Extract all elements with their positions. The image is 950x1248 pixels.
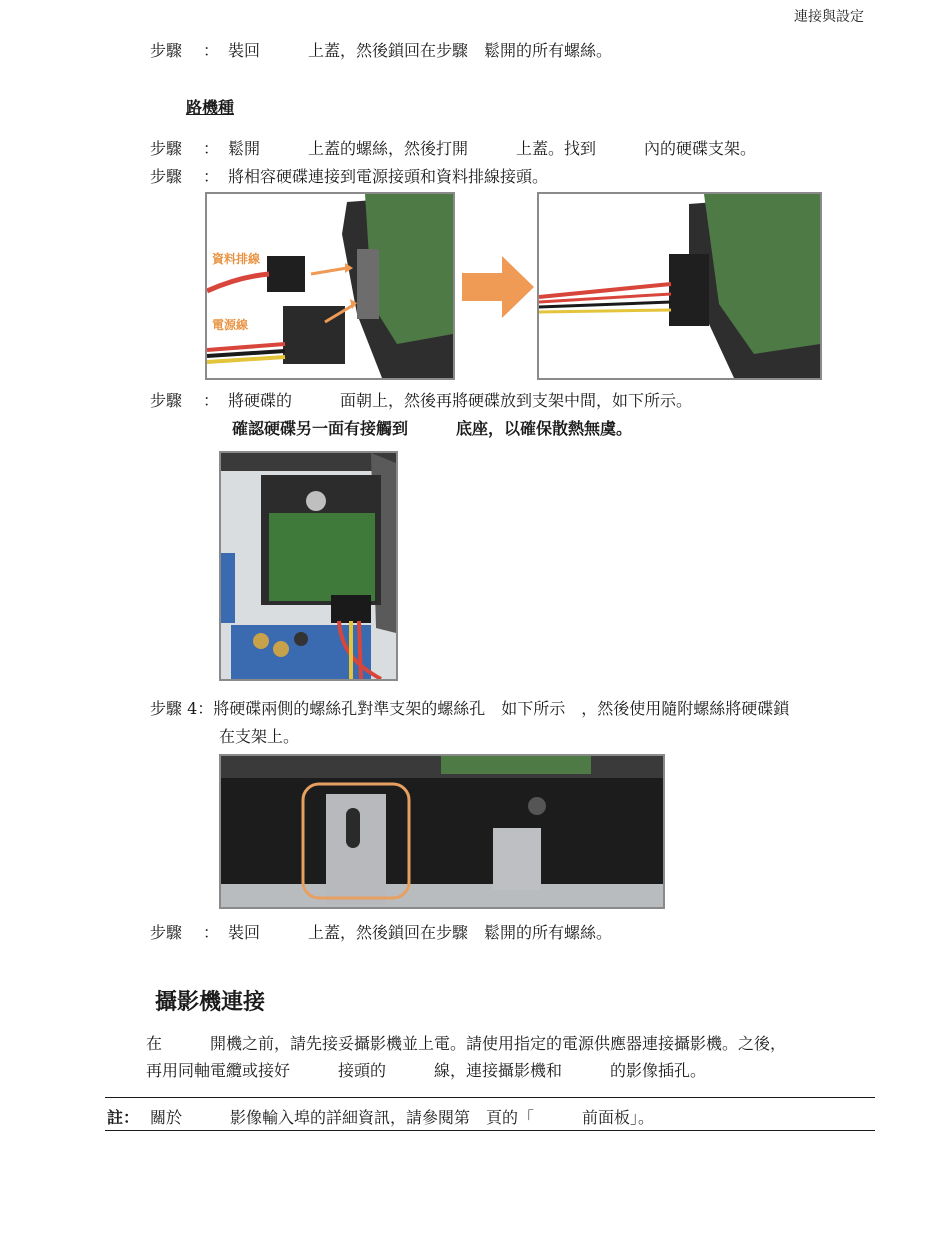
step-colon: ：	[203, 391, 220, 410]
photo-hdd-in-bracket	[219, 451, 398, 681]
section-title: 路機種	[186, 98, 235, 117]
section-heading: 攝影機連接	[155, 990, 266, 1015]
step-label: 步驟	[150, 41, 183, 60]
step-text: 將相容硬碟連接到電源接頭和資料排線接頭。	[228, 167, 549, 186]
photo-hdd-in-bracket-drawing	[221, 453, 396, 679]
step-line-1	[150, 38, 182, 61]
step-colon: ：	[203, 41, 220, 60]
step-text: 裝回 上蓋，然後鎖回在步驟 鬆開的所有螺絲。	[228, 41, 613, 60]
note-rule-top	[105, 1097, 875, 1098]
step-colon: ：	[203, 923, 220, 942]
step-colon: ：	[203, 167, 220, 186]
photo-cables-plugged-drawing	[539, 194, 820, 378]
photo-cables-unplugged	[205, 192, 455, 380]
paragraph-line-2: 再用同軸電纜或接好 接頭的 線，連接攝影機和 的影像插孔。	[146, 1061, 707, 1080]
step-label: 步驟	[150, 923, 183, 942]
step-text-continued: 在支架上。	[219, 727, 300, 746]
bold-notice: 確認硬碟另一面有接觸到 底座，以確保散熱無虞。	[232, 419, 633, 438]
step-label: 步驟	[150, 167, 183, 186]
paragraph-line-1: 在 開機之前，請先接妥攝影機並上電。請使用指定的電源供應器連接攝影機。之後，	[146, 1034, 787, 1053]
note-text: 關於 影像輸入埠的詳細資訊，請參閱第 頁的「 前面板」。	[150, 1108, 655, 1127]
step-colon: ：	[203, 139, 220, 158]
arrow-right-icon	[462, 256, 534, 318]
photo-screw-alignment-drawing	[221, 756, 663, 907]
note-rule-bottom	[105, 1130, 875, 1131]
step-text: 鬆開 上蓋的螺絲，然後打開 上蓋。找到 內的硬碟支架。	[228, 139, 757, 158]
photo-screw-alignment	[219, 754, 665, 909]
note-label: 註：	[107, 1108, 140, 1127]
step-text: 步驟 4：將硬碟兩側的螺絲孔對準支架的螺絲孔 如下所示 ，然後使用隨附螺絲將硬碟鎖	[150, 699, 790, 718]
step-text: 將硬碟的 面朝上，然後再將硬碟放到支架中間，如下所示。	[228, 391, 693, 410]
step-text: 裝回 上蓋，然後鎖回在步驟 鬆開的所有螺絲。	[228, 923, 613, 942]
page-header: 連接與設定	[794, 9, 864, 25]
photo-cables-plugged	[537, 192, 822, 380]
label-data-cable: 資料排線	[212, 252, 261, 266]
step-label: 步驟	[150, 139, 183, 158]
label-power-cable: 電源線	[212, 318, 249, 332]
photo-cables-unplugged-drawing	[207, 194, 453, 378]
step-label: 步驟	[150, 391, 183, 410]
